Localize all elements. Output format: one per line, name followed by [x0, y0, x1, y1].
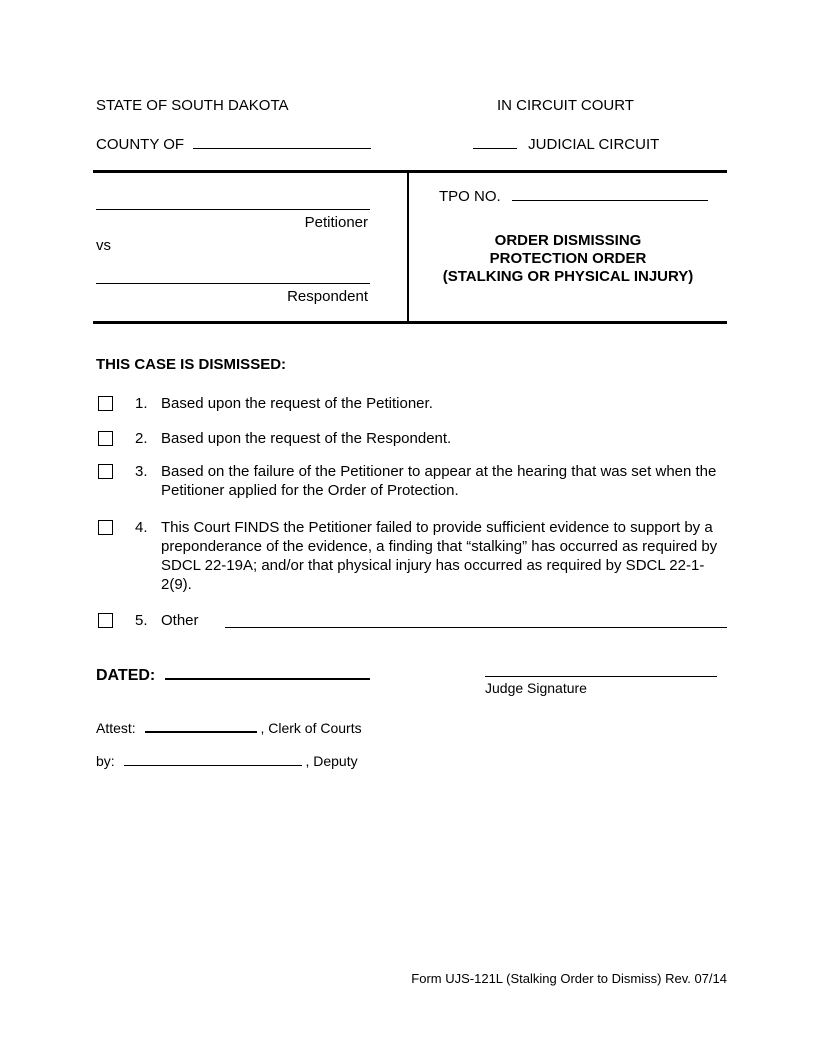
dismissal-option-4 — [98, 518, 727, 594]
county-row — [96, 134, 371, 153]
option-text: Based upon the request of the Petitioner. — [161, 395, 433, 412]
respondent-name-field[interactable] — [96, 283, 370, 284]
order-title-line2: PROTECTION ORDER — [489, 250, 647, 267]
judge-signature-block — [485, 662, 717, 696]
judge-signature-label: Judge Signature — [485, 680, 587, 696]
circuit-row — [473, 134, 659, 153]
order-title-line1: ORDER DISMISSING — [494, 232, 642, 249]
circuit-number-field[interactable] — [473, 134, 517, 149]
option-text: Based upon the request of the Respondent. — [161, 430, 452, 447]
checkbox-option-4[interactable] — [98, 520, 113, 535]
by-row — [96, 751, 358, 769]
dismissal-option-3 — [98, 462, 727, 500]
attest-row — [96, 717, 362, 736]
clerk-of-courts-label: , Clerk of Courts — [260, 720, 362, 736]
tpo-row — [439, 186, 708, 205]
tpo-label: TPO NO. — [439, 188, 501, 205]
checkbox-option-2[interactable] — [98, 431, 113, 446]
order-title-line3: (STALKING OR PHYSICAL INJURY) — [442, 268, 694, 285]
vs-label: vs — [96, 237, 111, 254]
dismissal-option-1 — [98, 394, 727, 413]
petitioner-name-field[interactable] — [96, 209, 370, 210]
option-number: 3. — [135, 463, 148, 480]
by-label: by: — [96, 753, 115, 769]
other-reason-field[interactable] — [225, 611, 727, 628]
option-text: Other — [161, 612, 199, 629]
option-text: Based on the failure of the Petitioner to appear at the hearing that was set when the Petitioner applied for the Order of Protection. — [161, 463, 717, 499]
option-number: 1. — [135, 395, 148, 412]
by-deputy-field[interactable] — [124, 751, 302, 766]
caption-title-cell — [407, 173, 727, 321]
attest-clerk-field[interactable] — [145, 717, 257, 733]
form-footer: Form UJS-121L (Stalking Order to Dismiss) Rev. 07/14 — [411, 971, 727, 986]
checkbox-option-5[interactable] — [98, 613, 113, 628]
dated-row — [96, 663, 370, 685]
order-title — [409, 232, 727, 286]
attest-label: Attest: — [96, 720, 136, 736]
court-label: IN CIRCUIT COURT — [497, 97, 634, 114]
option-number: 4. — [135, 519, 148, 536]
tpo-number-field[interactable] — [512, 186, 708, 201]
respondent-label: Respondent — [287, 288, 368, 305]
option-number: 2. — [135, 430, 148, 447]
deputy-label: , Deputy — [305, 753, 358, 769]
dismissal-option-5 — [98, 611, 727, 630]
option-number: 5. — [135, 612, 148, 629]
state-label: STATE OF SOUTH DAKOTA — [96, 97, 289, 114]
county-label: COUNTY OF — [96, 136, 185, 153]
option-text: This Court FINDS the Petitioner failed to provide sufficient evidence to support by a preponderance of the evidence, a finding that “stalking” has occurred as required by SDCL 22-19A; and/or that physical injury has occurred as required by SDCL 22-1-2(9). — [161, 519, 718, 593]
caption-parties-cell — [93, 173, 407, 321]
checkbox-option-3[interactable] — [98, 464, 113, 479]
circuit-label: JUDICIAL CIRCUIT — [528, 136, 660, 153]
dismissal-heading: THIS CASE IS DISMISSED: — [96, 356, 287, 373]
checkbox-option-1[interactable] — [98, 396, 113, 411]
dated-field[interactable] — [165, 663, 370, 680]
caption-table — [93, 170, 727, 324]
petitioner-label: Petitioner — [304, 214, 368, 231]
dismissal-option-2 — [98, 429, 727, 448]
judge-signature-field[interactable] — [485, 662, 717, 677]
county-blank-field[interactable] — [193, 134, 371, 149]
dated-label: DATED: — [96, 667, 156, 684]
